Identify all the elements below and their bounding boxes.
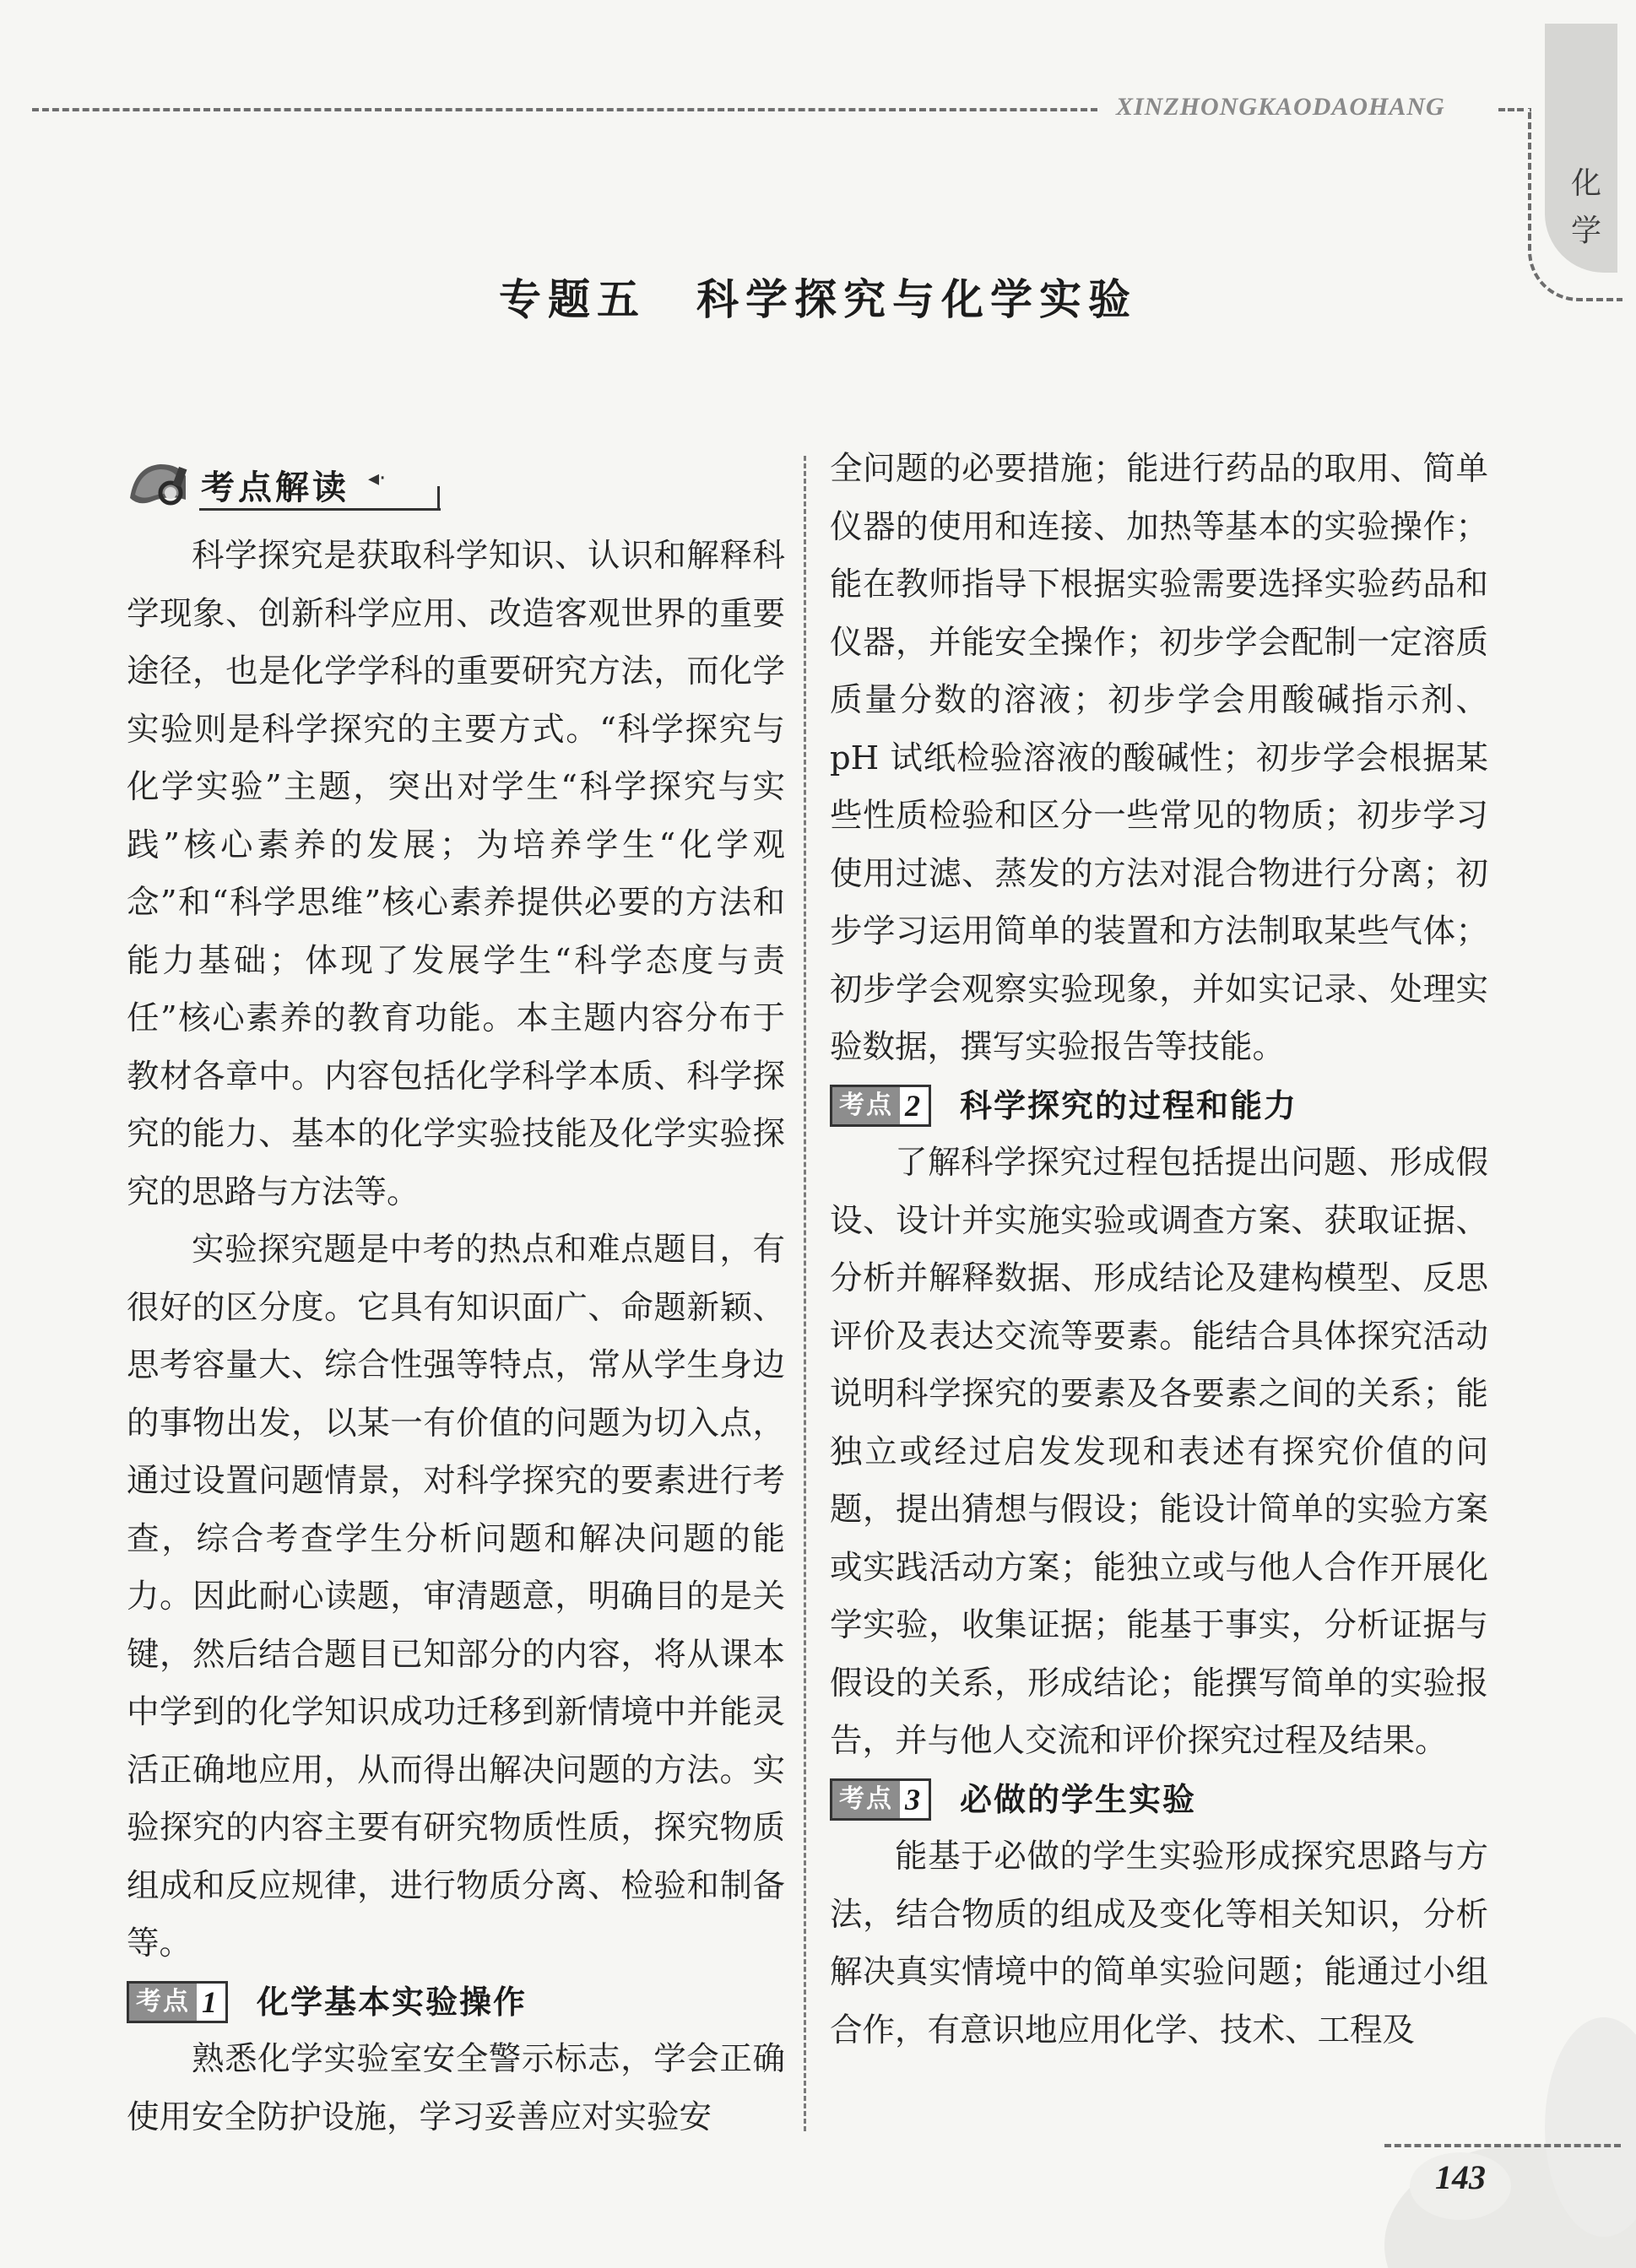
kaodian-2-badge	[830, 1085, 931, 1127]
kaodian-1-text-continued: 全问题的必要措施；能进行药品的取用、简单仪器的使用和连接、加热等基本的实验操作；能在教师指导下根据实验需要选择实验药品和仪器，并能安全操作；初步学会配制一定溶质质量分数的溶液；初步学会用酸碱指示剂、pH 试纸检验溶液的酸碱性；初步学会根据某些性质检验和区分一些常见的物质；初步学习使用过滤、蒸发的方法对混合物进行分离；初步学习运用简单的装置和方法制取某些气体；初步学会观察实验现象，并如实记录、处理实验数据，撰写实验报告等技能。	[830, 450, 1488, 1066]
banner-underline	[199, 508, 441, 511]
decorative-leaf-graphic	[1249, 1967, 1636, 2268]
banner-corner	[437, 486, 440, 510]
kaodian-2-badge-number: 2	[905, 1088, 920, 1123]
kaodian-3-title: 必做的学生实验	[960, 1780, 1197, 1818]
section-banner	[127, 454, 439, 513]
right-column	[830, 441, 1488, 2060]
left-column	[127, 528, 785, 2146]
kaodian-3-heading	[830, 1771, 1488, 1829]
intro-paragraph-2: 实验探究题是中考的热点和难点题目，有很好的区分度。它具有知识面广、命题新颖、思考容量大、综合性强等特点，常从学生身边的事物出发，以某一有价值的问题为切入点，通过设置问题情景，对科学探究的要素进行考查，综合考查学生分析问题和解决问题的能力。因此耐心读题，审清题意，明确目的是关键，然后结合题目已知部分的内容，将从课本中学到的化学知识成功迁移到新情境中并能灵活正确地应用，从而得出解决问题的方法。实验探究的内容主要有研究物质性质，探究物质组成和反应规律，进行物质分离、检验和制备等。	[127, 1231, 785, 1962]
kaodian-1-badge-number: 1	[202, 1984, 217, 2019]
kaodian-1-badge	[127, 1981, 228, 2023]
kaodian-2-title: 科学探究的过程和能力	[960, 1086, 1298, 1124]
page-number: 143	[1435, 2158, 1486, 2196]
running-head: XINZHONGKAODAOHANG	[1116, 93, 1445, 121]
kaodian-1-text: 熟悉化学实验室安全警示标志，学会正确使用安全防护设施，学习妥善应对实验安	[127, 2040, 785, 2136]
kaodian-1-heading	[127, 1973, 785, 2032]
header-dashed-rule	[32, 108, 1097, 111]
subject-tab-char-1: 化	[1570, 166, 1601, 201]
kaodian-2-badge-label: 考点	[832, 1087, 900, 1124]
magnifier-book-icon	[127, 457, 194, 510]
header-dashed-rule-right	[1498, 108, 1524, 111]
kaodian-1-badge-label: 考点	[129, 1984, 197, 2021]
kaodian-1-title: 化学基本实验操作	[257, 1983, 528, 2021]
page-title	[0, 266, 1636, 327]
subject-tab-label	[1567, 160, 1606, 255]
kaodian-3-badge-label: 考点	[832, 1781, 900, 1818]
footer-dashed-rule	[1384, 2144, 1621, 2147]
section-banner-label: 考点解读	[201, 468, 349, 507]
kaodian-3-badge	[830, 1778, 931, 1821]
kaodian-2-heading	[830, 1077, 1488, 1135]
kaodian-3-text: 能基于必做的学生实验形成探究思路与方法，结合物质的组成及变化等相关知识，分析解决真实情境中的简单实验问题；能通过小组合作，有意识地应用化学、技术、工程及	[830, 1838, 1488, 2049]
subject-tab-char-2: 学	[1570, 214, 1601, 248]
kaodian-3-badge-number: 3	[905, 1782, 920, 1816]
column-divider	[804, 456, 806, 2131]
title-topic-name: 科学探究与化学实验	[696, 275, 1137, 324]
intro-paragraph-1: 科学探究是获取科学知识、认识和解释科学现象、创新科学应用、改造客观世界的重要途径，也是化学学科的重要研究方法，而化学实验则是科学探究的主要方式。“科学探究与化学实验”主题，突出对学生“科学探究与实践”核心素养的发展；为培养学生“化学观念”和“科学思维”核心素养提供必要的方法和能力基础；体现了发展学生“科学态度与责任”核心素养的教育功能。本主题内容分布于教材各章中。内容包括化学科学本质、科学探究的能力、基本的化学实验技能及化学实验探究的思路与方法等。	[127, 537, 785, 1211]
banner-arrow-icon: ◂·	[368, 466, 387, 491]
title-topic-number: 专题五	[499, 275, 646, 324]
kaodian-2-text: 了解科学探究过程包括提出问题、形成假设、设计并实施实验或调查方案、获取证据、分析并解释数据、形成结论及建构模型、反思评价及表达交流等要素。能结合具体探究活动说明科学探究的要素及各要素之间的关系；能独立或经过启发发现和表述有探究价值的问题，提出猜想与假设；能设计简单的实验方案或实践活动方案；能独立或与他人合作开展化学实验，收集证据；能基于事实，分析证据与假设的关系，形成结论；能撰写简单的实验报告，并与他人交流和评价探究过程及结果。	[830, 1144, 1488, 1760]
